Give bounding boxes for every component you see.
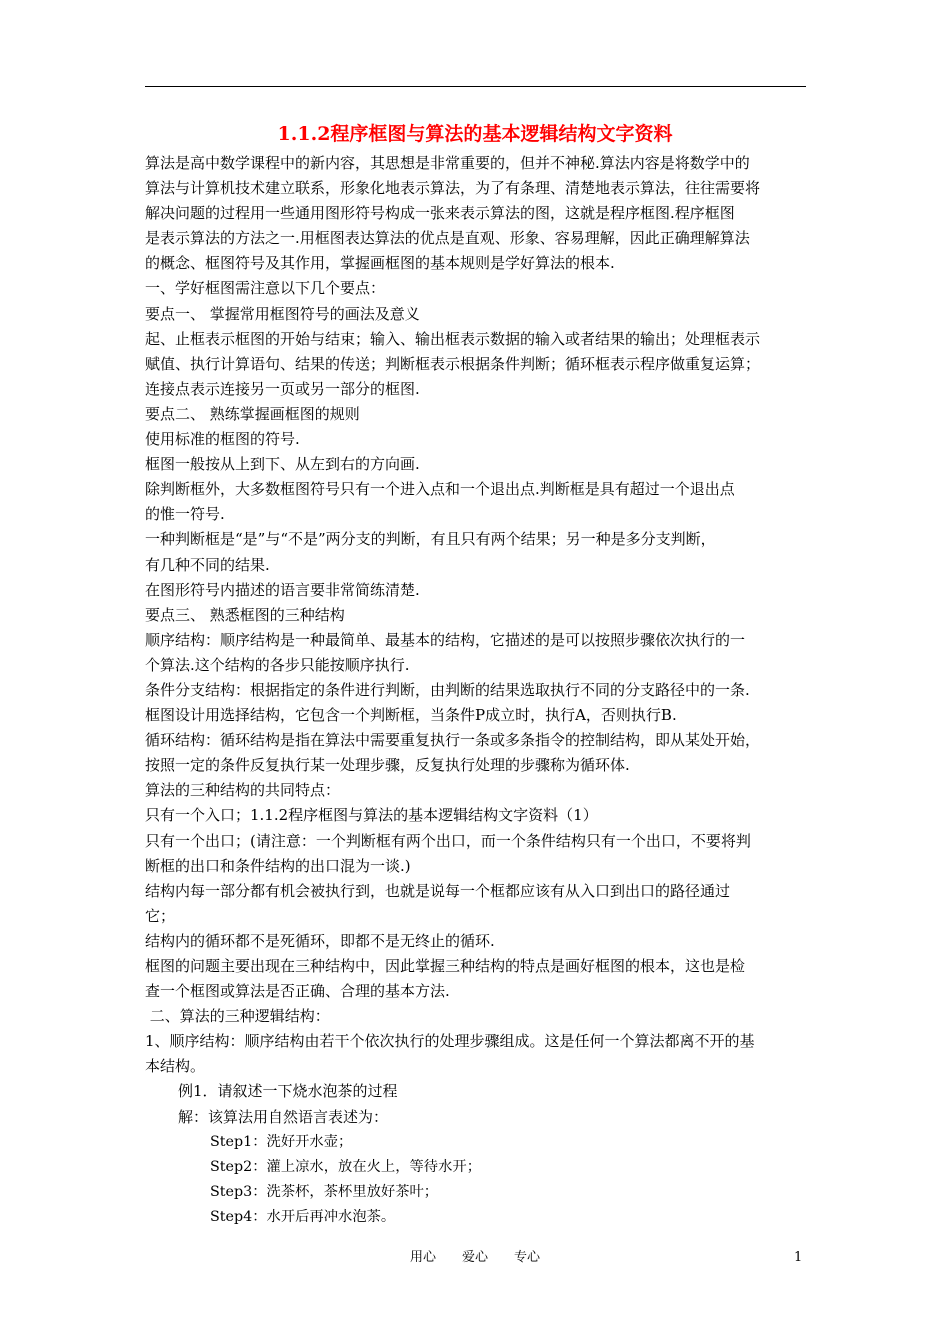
- solution-line: 解：该算法用自然语言表述为：: [178, 1107, 389, 1126]
- section-heading: 二、算法的三种逻辑结构：: [145, 1007, 330, 1026]
- paragraph-line: 只有一个入口；1.1.2程序框图与算法的基本逻辑结构文字资料（1）: [145, 806, 598, 825]
- document-title: 1.1.2程序框图与算法的基本逻辑结构文字资料: [277, 123, 673, 145]
- paragraph-line: 框图的问题主要出现在三种结构中，因此掌握三种结构的特点是画好框图的根本，这也是检: [145, 957, 746, 975]
- paragraph-line: 一种判断框是“是”与“不是”两分支的判断，有且只有两个结果；另一种是多分支判断，: [145, 530, 716, 549]
- paragraph-line: 除判断框外，大多数框图符号只有一个进入点和一个退出点.判断框是具有超过一个退出点: [145, 480, 735, 499]
- paragraph-line: 起、止框表示框图的开始与结束；输入、输出框表示数据的输入或者结果的输出；处理框表示: [145, 329, 761, 348]
- key-point-heading: 要点二、 熟练掌握画框图的规则: [145, 404, 360, 423]
- footer-motto: 用心 爱心 专心: [409, 1250, 540, 1265]
- paragraph-line: 的概念、框图符号及其作用，掌握画框图的基本规则是学好算法的根本.: [145, 254, 615, 273]
- key-point-heading: 要点一、 掌握常用框图符号的画法及意义: [145, 304, 420, 323]
- step-line: Step3：洗茶杯，茶杯里放好茶叶；: [210, 1183, 439, 1200]
- paragraph-line: 解决问题的过程用一些通用图形符号构成一张来表示算法的图，这就是程序框图.程序框图: [145, 204, 735, 223]
- paragraph-line: 按照一定的条件反复执行某一处理步骤，反复执行处理的步骤称为循环体.: [145, 756, 630, 775]
- paragraph-line: 只有一个出口；(请注意：一个判断框有两个出口，而一个条件结构只有一个出口，不要将判: [145, 831, 751, 850]
- paragraph-line: 是表示算法的方法之一.用框图表达算法的优点是直观、形象、容易理解，因此正确理解算法: [145, 229, 750, 248]
- paragraph-line: 本结构。: [145, 1057, 206, 1076]
- paragraph-line: 1、顺序结构：顺序结构由若干个依次执行的处理步骤组成。这是任何一个算法都离不开的基: [145, 1032, 755, 1051]
- paragraph-line: 使用标准的框图的符号.: [145, 430, 300, 449]
- paragraph-line: 框图一般按从上到下、从左到右的方向画.: [145, 455, 420, 474]
- paragraph-line: 算法与计算机技术建立联系，形象化地表示算法，为了有条理、清楚地表示算法，往往需要将: [145, 179, 761, 198]
- paragraph-line: 的惟一符号.: [145, 505, 225, 524]
- paragraph-line: 断框的出口和条件结构的出口混为一谈.): [145, 856, 411, 875]
- header-rule: [145, 86, 806, 87]
- key-point-heading: 要点三、 熟悉框图的三种结构: [145, 605, 345, 624]
- paragraph-line: 有几种不同的结果.: [145, 555, 270, 574]
- section-heading: 一、学好框图需注意以下几个要点：: [145, 279, 386, 298]
- paragraph-line: 算法的三种结构的共同特点：: [145, 781, 341, 800]
- step-line: Step1：洗好开水壶；: [210, 1133, 353, 1150]
- document-body: [145, 151, 810, 1230]
- example-heading: 例1．请叙述一下烧水泡茶的过程: [178, 1082, 398, 1101]
- paragraph-line: 框图设计用选择结构，它包含一个判断框，当条件P成立时，执行A，否则执行B.: [145, 706, 677, 725]
- page-number: 1: [794, 1250, 803, 1265]
- paragraph-line: 循环结构：循环结构是指在算法中需要重复执行一条或多条指令的控制结构，即从某处开始，: [145, 731, 761, 750]
- paragraph-line: 赋值、执行计算语句、结果的传送；判断框表示根据条件判断；循环框表示程序做重复运算；: [145, 354, 761, 373]
- paragraph-line: 结构内的循环都不是死循环，即都不是无终止的循环.: [145, 931, 495, 950]
- paragraph-line: 它；: [145, 906, 176, 925]
- paragraph-line: 个算法.这个结构的各步只能按顺序执行.: [145, 655, 410, 674]
- paragraph-line: 条件分支结构：根据指定的条件进行判断，由判断的结果选取执行不同的分支路径中的一条.: [145, 680, 750, 699]
- paragraph-line: 顺序结构：顺序结构是一种最简单、最基本的结构，它描述的是可以按照步骤依次执行的一: [145, 630, 746, 649]
- step-line: Step4：水开后再冲水泡茶。: [210, 1208, 396, 1225]
- paragraph-line: 连接点表示连接另一页或另一部分的框图.: [145, 379, 420, 398]
- paragraph-line: 结构内每一部分都有机会被执行到，也就是说每一个框都应该有从入口到出口的路径通过: [145, 881, 731, 900]
- step-line: Step2：灌上凉水，放在火上，等待水开；: [210, 1158, 481, 1175]
- paragraph-line: 在图形符号内描述的语言要非常简练清楚.: [145, 580, 420, 599]
- paragraph-line: 算法是高中数学课程中的新内容，其思想是非常重要的，但并不神秘.算法内容是将数学中的: [145, 154, 750, 172]
- paragraph-line: 查一个框图或算法是否正确、合理的基本方法.: [145, 982, 450, 1001]
